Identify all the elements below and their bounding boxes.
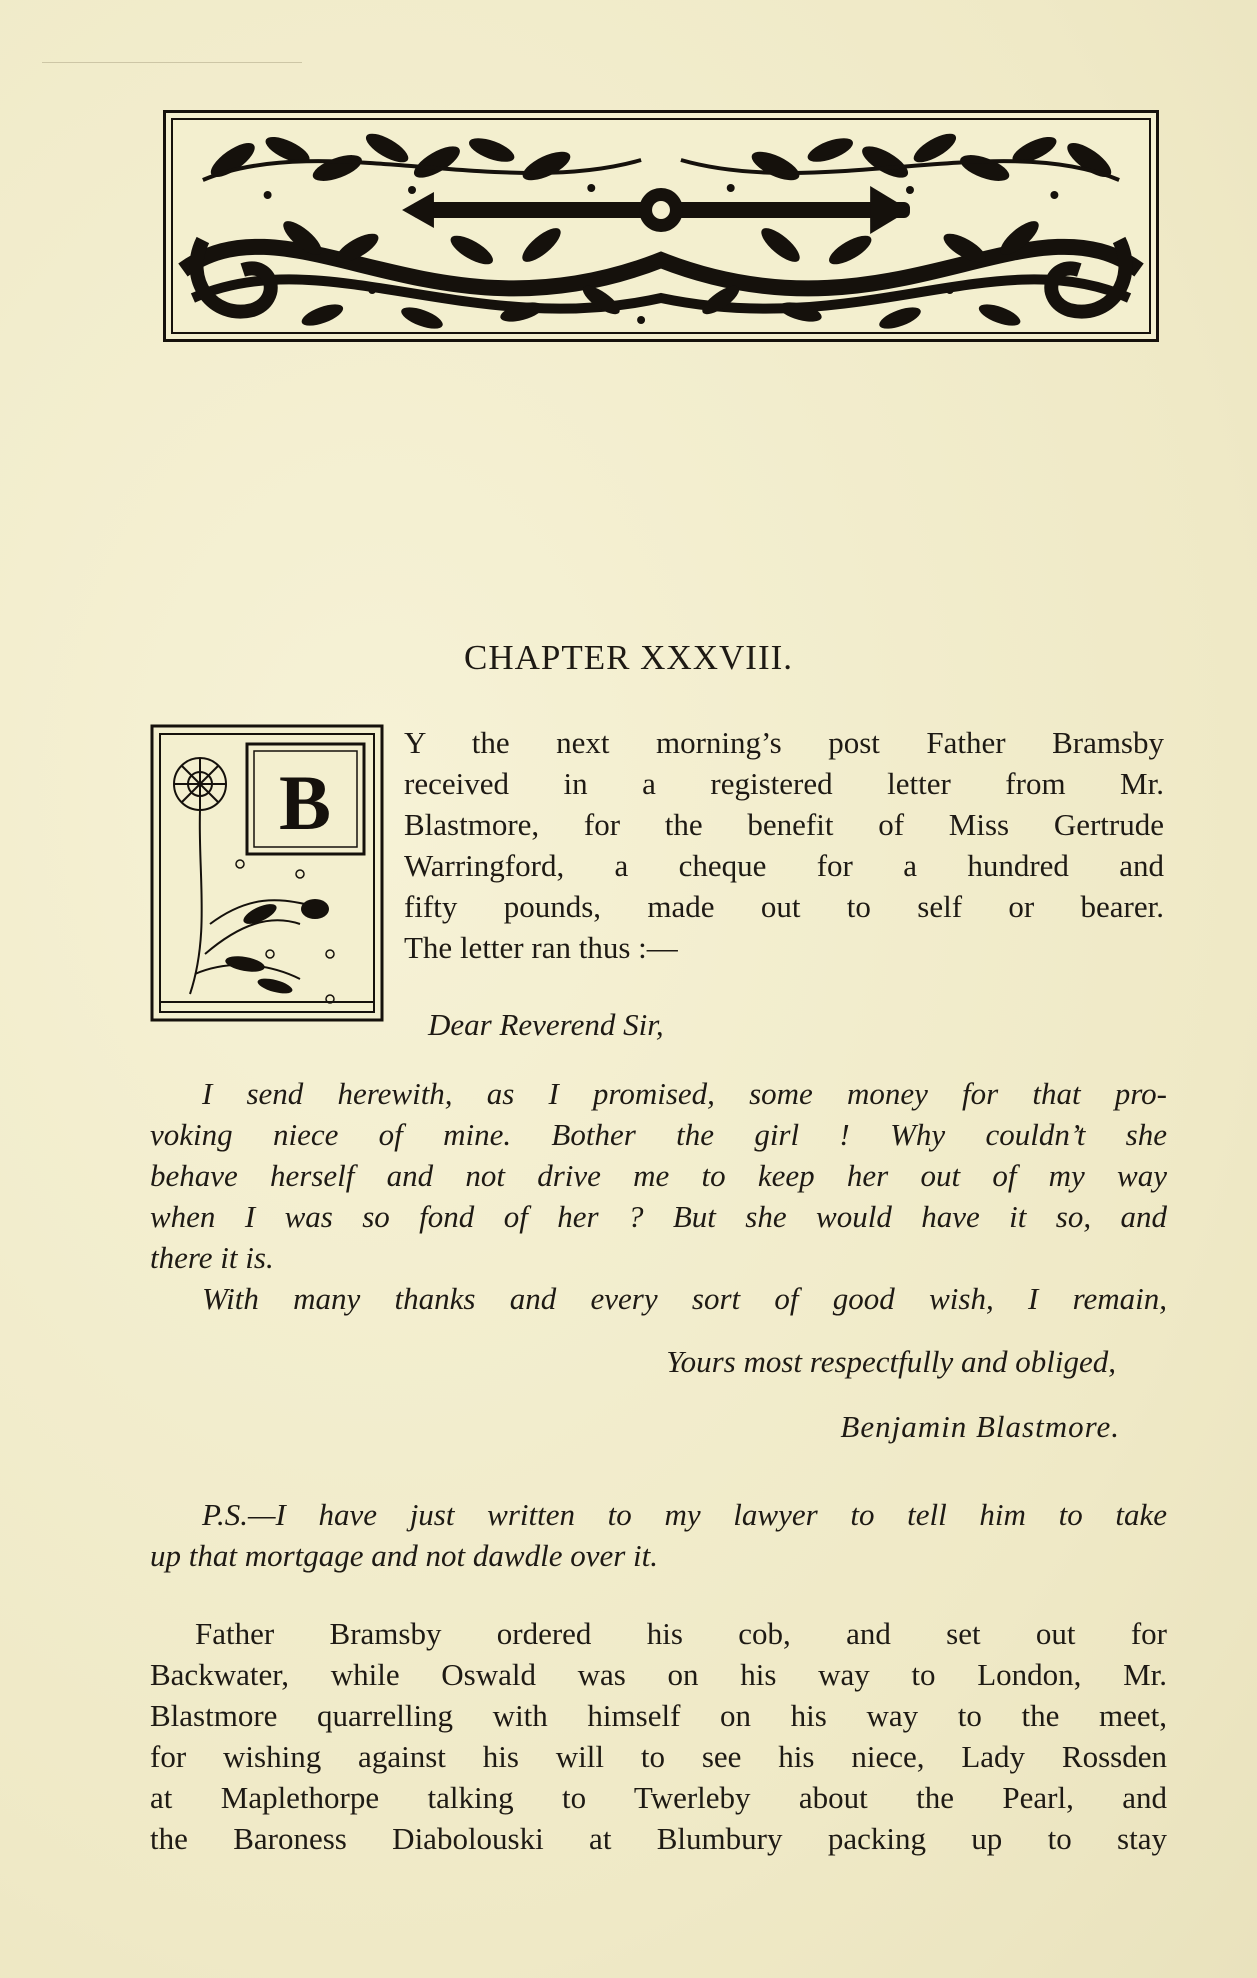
- narrative-line: Backwater, while Oswald was on his way to London, Mr.: [150, 1657, 1167, 1692]
- opening-paragraph: [404, 722, 1164, 968]
- narrative-line: the Baroness Diabolouski at Blumbury packing up to stay: [150, 1821, 1167, 1856]
- letter-closing: Yours most respectfully and obliged,: [666, 1344, 1116, 1379]
- opening-line: Warringford, a cheque for a hundred and: [404, 848, 1164, 883]
- foliage-ornament-icon: [173, 120, 1149, 332]
- letter-salutation: Dear Reverend Sir,: [428, 1007, 664, 1042]
- opening-line: Blastmore, for the benefit of Miss Gertrude: [404, 807, 1164, 842]
- postscript-line: P.S.—I have just written to my lawyer to tell him to take: [202, 1497, 1167, 1532]
- headpiece-inner-frame: [171, 118, 1151, 334]
- opening-line: Y the next morning’s post Father Bramsby: [404, 725, 1164, 760]
- letter-line: voking niece of mine. Bother the girl ! Why couldn’t she: [150, 1117, 1167, 1152]
- bleed-through-rule: [42, 62, 302, 63]
- letter-line: when I was so fond of her ? But she would have it so, and: [150, 1199, 1167, 1234]
- letter-signature: Benjamin Blastmore.: [840, 1409, 1120, 1444]
- narrative-line: for wishing against his will to see his niece, Lady Rossden: [150, 1739, 1167, 1774]
- letter-regards: [150, 1278, 1167, 1319]
- letter-line: behave herself and not drive me to keep her out of my way: [150, 1158, 1167, 1193]
- opening-line: received in a registered letter from Mr.: [404, 766, 1164, 801]
- narrative-paragraph: [150, 1613, 1167, 1859]
- initial-letter: B: [278, 759, 332, 846]
- letter-line: With many thanks and every sort of good wish, I remain,: [202, 1281, 1167, 1316]
- letter-line: there it is.: [150, 1240, 274, 1275]
- chapter-title: CHAPTER XXXVIII.: [463, 638, 794, 677]
- floral-initial-frame-icon: [150, 724, 384, 1022]
- headpiece-ornament: [163, 110, 1159, 342]
- decorated-initial: [150, 724, 384, 1022]
- postscript-line: up that mortgage and not dawdle over it.: [150, 1538, 659, 1573]
- letter-body: [150, 1073, 1167, 1278]
- opening-line: The letter ran thus :—: [404, 930, 678, 965]
- narrative-line: Blastmore quarrelling with himself on his way to the meet,: [150, 1698, 1167, 1733]
- letter-postscript: [150, 1494, 1167, 1576]
- letter-line: I send herewith, as I promised, some money for that pro-: [202, 1076, 1167, 1111]
- narrative-line: at Maplethorpe talking to Twerleby about the Pearl, and: [150, 1780, 1167, 1815]
- opening-line: fifty pounds, made out to self or bearer.: [404, 889, 1164, 924]
- narrative-line: Father Bramsby ordered his cob, and set out for: [195, 1616, 1167, 1651]
